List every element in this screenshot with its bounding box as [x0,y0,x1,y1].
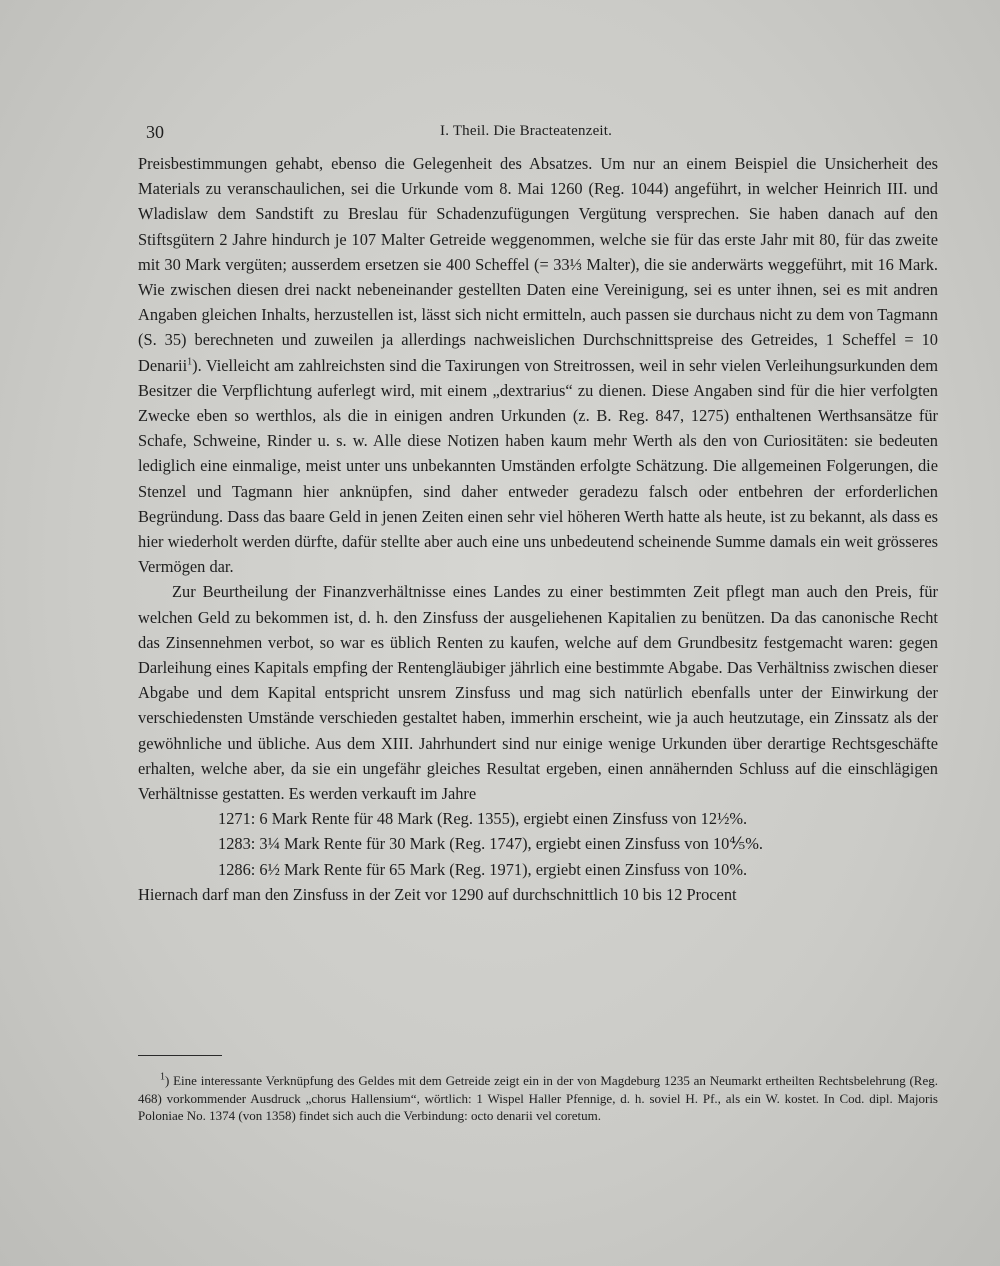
footnotes [138,1072,938,1125]
paragraph-2: Zur Beurtheilung der Finanzverhältnisse eines Landes zu einer bestimmten Zeit pflegt man auch den Preis, für welchen Geld zu bekommen ist, d. h. den Zinsfuss der ausgeliehenen Kapitalien zu benützen. Da das canonische Recht das Zinsennehmen verbot, so war es üblich Renten zu kaufen, welche auf dem Grundbesitz festgemacht waren: gegen Darleihung eines Kapitals empfing der Rentengläubiger jährlich eine bestimmte Abgabe. Das Verhältniss zwischen dieser Abgabe und dem Kapital entspricht unsrem Zinsfuss und mag sich natürlich ebenfalls unter der Einwirkung der verschiedensten Umstände verschieden gestaltet haben, immerhin erscheint, wie ja auch heutzutage, ein Zinssatz als der gewöhnliche und übliche. Aus dem XIII. Jahrhundert sind nur einige wenige Urkunden über derartige Rechtsgeschäfte erhalten, welche aber, da sie ein ungefähr gleiches Resultat ergeben, einen annähernden Schluss auf die einschlägigen Verhältnisse gestatten. Es werden verkauft im Jahre [138,582,938,804]
footnote-marker: 1 [160,1071,165,1083]
footnote-divider [138,1055,222,1056]
interest-rate-list [138,806,938,882]
footnote-ref: 1 [187,356,193,368]
page-number: 30 [146,122,164,142]
footnote-1-text: ) Eine interessante Verknüpfung des Geldes mit dem Getreide zeigt ein in der von Magdeburg 1235 an Neumarkt ertheilten Rechtsbelehrung (Reg. 468) vorkommender Ausdruck „chorus Hallensium“, wörtlich: 1 Wispel Haller Pfennige, d. h. soviel H. Pf., als ein W. kostet. In Cod. dipl. Majoris Poloniae No. 1374 (von 1358) findet sich auch die Verbindung: octo denarii vel coretum. [138,1073,938,1124]
paragraph-1 [138,151,938,579]
main-text [138,151,938,907]
list-item: 1283: 3¼ Mark Rente für 30 Mark (Reg. 1747), ergiebt einen Zinsfuss von 10⅘%. [218,834,763,854]
paragraph-1-text: Preisbestimmungen gehabt, ebenso die Gelegenheit des Absatzes. Um nur an einem Beispiel die Unsicherheit des Materials zu veranschaulichen, sei die Urkunde vom 8. Mai 1260 (Reg. 1044) angeführt, in welcher Heinrich III. und Wladislaw dem Sandstift zu Breslau für Schadenzufügungen Vergütung versprechen. Sie haben danach auf den Stiftsgütern 2 Jahre hindurch je 107 Malter Getreide weggenommen, welche sie für das erste Jahr mit 80, für das zweite mit 30 Mark vergüten; ausserdem ersetzen sie 400 Scheffel (= 33⅓ Malter), die sie anderwärts weggeführt, mit 16 Mark. Wie zwischen diesen drei nackt nebeneinander gestellten Daten eine Vereinigung, sei es unter ihnen, sei es mit andren Angaben gleichen Inhalts, herzustellen ist, lässt sich nicht ermitteln, auch passen sie durchaus nicht zu dem von Tagmann (S. 35) berechneten und zuweilen ja allerdings nachweislichen Durchschnittspreise des Getreides, 1 Scheffel = 10 Denarii [138,154,938,375]
list-item: 1286: 6½ Mark Rente für 65 Mark (Reg. 1971), ergiebt einen Zinsfuss von 10%. [218,859,748,879]
list-item: 1271: 6 Mark Rente für 48 Mark (Reg. 1355), ergiebt einen Zinsfuss von 12½%. [218,809,748,829]
paragraph-1-continued: ). Vielleicht am zahlreichsten sind die Taxirungen von Streitrossen, weil in sehr vielen Verleihungsurkunden dem Besitzer die Verpflichtung auferlegt wird, mit einem „dextrarius“ zu dienen. Diese Angaben sind für die hier verfolgten Zwecke eben so werthlos, als die in einigen andren Urkunden (z. B. Reg. 847, 1275) enthaltenen Werthsansätze für Schafe, Schweine, Rinder u. s. w. Alle diese Notizen haben kaum mehr Werth als den von Curiositäten: sie bedeuten lediglich eine einmalige, meist unter uns unbekannten Umständen erfolgte Schätzung. Die allgemeinen Folgerungen, die Stenzel und Tagmann hier anknüpfen, sind daher entweder geradezu falsch oder entbehren der erforderlichen Begründung. Dass das baare Geld in jenen Zeiten einen sehr viel höheren Werth hatte als heute, ist zu bekannt, als dass es hier wiederholt werden dürfte, dafür stellte aber auch eine uns unbedeutend scheinende Summe damals ein weit grösseres Vermögen dar. [138,355,938,577]
footnote-1 [138,1072,938,1125]
page-header [146,118,936,146]
paragraph-3: Hiernach darf man den Zinsfuss in der Zeit vor 1290 auf durchschnittlich 10 bis 12 Procent [138,884,737,904]
running-head: I. Theil. Die Bracteatenzeit. [440,123,613,139]
